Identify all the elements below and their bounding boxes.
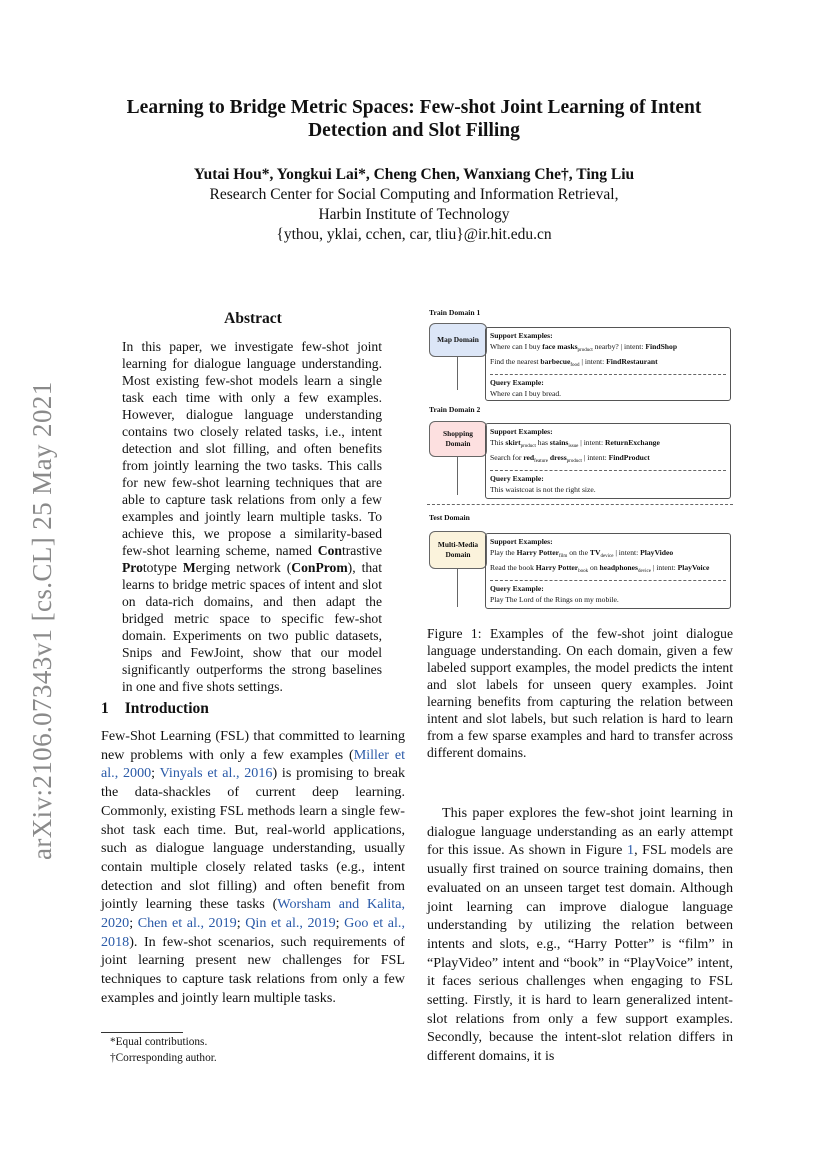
train-domain-2-label: Train Domain 2 (429, 405, 481, 414)
support-example: Read the book Harry Potter$_{book}$ on headphones$_{device}$ | intent: PlayVoice (490, 563, 710, 574)
dashed-divider (490, 470, 726, 471)
abstract-heading: Abstract (224, 310, 282, 327)
query-example: This waistcoat is not the right size. (490, 485, 596, 494)
affiliation-line-1: Research Center for Social Computing and Information Retrieval, (209, 186, 619, 203)
right-text-b: , FSL models are usually first trained on source training domains, then evaluated on an unseen target test domain. Although joint learning can improve dialogue language understanding by utilizing the relation between intents and slots, e.g., “Harry Potter” is “film” in “PlayVideo” intent and “book” in “PlayVoice” intent, it faces serious challenges when engaging to FSL setting. Firstly, it is hard to learn generalized intent-slot relations from only a few support examples. Secondly, because the intent-slot relation differs in different domains, it is (427, 842, 733, 1065)
dashed-divider (490, 580, 726, 581)
train1-example-box (485, 327, 731, 401)
abstract-pro: Pro (122, 560, 143, 575)
intro-text-c: ). In few-shot scenarios, such requirements of joint learning present new challenges for FSL techniques to capture task relations from only a few examples and jointly learn multiple tasks. (101, 933, 405, 1006)
intro-paragraph (101, 727, 405, 1008)
shopping-domain-box: Shopping Domain (429, 421, 487, 457)
support-example: Find the nearest barbecue$_{food}$ | intent: FindRestaurant (490, 357, 658, 368)
query-heading: Query Example: (490, 378, 544, 387)
intro-sep: ; (236, 915, 246, 932)
support-heading: Support Examples: (490, 427, 553, 436)
footnote-rule (101, 1032, 183, 1033)
figure-caption: Figure 1: Examples of the few-shot joint dialogue language understanding. On each domain, given a few labeled support examples, the model predicts the intent and slot labels for unseen query examples. Joint learning benefits from capturing the relation between intent and slot labels, but such relation is hard to learn from a few sparse examples and hard to transfer across different domains. (427, 626, 733, 760)
intro-text-b: ) is promising to break the data-shackles of current deep learning. Commonly, existing FSL methods learn a single few-shot task each time. But, real-world applications, such as dialogue language understanding, usually contain multiple closely related tasks (e.g., intent detection and slot filling) and often benefit from jointly learning these tasks ( (101, 765, 405, 913)
dashed-divider (490, 374, 726, 375)
citation-link[interactable]: Miller et al., 2000 (101, 746, 405, 782)
intro-sep: ; (151, 765, 160, 782)
author-names: Yutai Hou*, Yongkui Lai*, Cheng Chen, Wanxiang Che†, Ting Liu (193, 166, 635, 183)
query-example: Where can I buy bread. (490, 389, 562, 398)
support-example: Where can I buy face masks$_{product}$ nearby? | intent: FindShop (490, 342, 678, 353)
section-number: 1 (101, 700, 109, 717)
abstract-text-post: ), that learns to bridge metric spaces of intent and slot on data-rich domains, and then adapt the bridged metric space to specific few-shot domain. Experiments on two public datasets, Snips and FewJoint, show that our model significantly outperforms the strong baselines in one and five shots settings. (122, 560, 382, 694)
affiliation-line-2: Harbin Institute of Technology (318, 206, 510, 223)
section-title: Introduction (124, 700, 209, 717)
section-heading (101, 700, 225, 718)
abstract-totype: totype (142, 560, 183, 575)
title-line-1: Learning to Bridge Metric Spaces: Few-shot Joint Learning of Intent (126, 97, 702, 118)
arxiv-stamp: arXiv:2106.07343v1 [cs.CL] 25 May 2021 (27, 381, 57, 860)
right-column-paragraph (427, 804, 733, 1066)
query-heading: Query Example: (490, 474, 544, 483)
train-test-separator (427, 504, 733, 505)
abstract-body (122, 338, 382, 695)
abstract-conprom: ConProm (291, 560, 348, 575)
train-domain-1-label: Train Domain 1 (429, 308, 481, 317)
support-example: Search for red$_{feature}$ dress$_{product}$ | intent: FindProduct (490, 453, 650, 464)
map-domain-box: Map Domain (429, 323, 487, 357)
citation-link[interactable]: Worsham and Kalita, 2020 (101, 896, 405, 932)
support-example: This skirt$_{product}$ has stains$_{issue}$ | intent: ReturnExchange (490, 438, 660, 449)
test-domain-label: Test Domain (429, 513, 470, 522)
citation-link[interactable]: Chen et al., 2019 (137, 915, 237, 932)
citation-link[interactable]: Qin et al., 2019 (245, 915, 336, 932)
footnote-corresponding: †Corresponding author. (110, 1051, 217, 1064)
right-text-a: This paper explores the few-shot joint learning in dialogue language understanding as an early attempt for this issue. As shown in Figure (427, 805, 733, 859)
multimedia-domain-box: Multi-Media Domain (429, 531, 487, 569)
abstract-m: M (182, 560, 196, 575)
train2-example-box (485, 423, 731, 499)
test-example-box (485, 533, 731, 609)
support-heading: Support Examples: (490, 537, 553, 546)
footnotes (110, 1035, 217, 1066)
footnote-equal: *Equal contributions. (110, 1036, 208, 1048)
intro-sep: ; (335, 915, 345, 932)
author-block (0, 165, 828, 245)
abstract-erging: erging network ( (195, 560, 292, 575)
abstract-con: Con (317, 543, 342, 558)
intro-sep: ; (129, 915, 138, 932)
author-emails: {ythou, yklai, cchen, car, tliu}@ir.hit.edu.cn (276, 226, 552, 243)
figure-ref-link[interactable]: 1 (627, 842, 635, 859)
paper-title (0, 96, 828, 142)
citation-link[interactable]: Vinyals et al., 2016 (159, 765, 273, 782)
support-example: Play the Harry Potter$_{film}$ on the $TV_{device}$ | intent: PlayVideo (490, 548, 674, 559)
query-example: Play The Lord of the Rings on my mobile. (490, 595, 619, 604)
figure-1 (427, 305, 733, 610)
query-heading: Query Example: (490, 584, 544, 593)
intro-text-a: Few-Shot Learning (FSL) that committed to learning new problems with only a few examples ( (101, 728, 405, 763)
title-line-2: Detection and Slot Filling (308, 120, 520, 141)
abstract-trastive: trastive (341, 543, 382, 558)
citation-link[interactable]: Goo et al., 2018 (101, 915, 405, 950)
connector-line (457, 455, 458, 495)
connector-line (457, 567, 458, 607)
abstract-text-pre: In this paper, we investigate few-shot joint learning for dialogue language understanding. Most existing few-shot models learn a single task each time with only a few examples. However, dialogue language understanding contains two closely related tasks, i.e., intent detection and slot filling, and often benefits from jointly learning the two tasks. This calls for new few-shot learning techniques that are able to capture task relations from only a few examples and jointly learn multiple tasks. To achieve this, we propose a similarity-based few-shot learning scheme, named (122, 339, 382, 558)
support-heading: Support Examples: (490, 331, 553, 340)
